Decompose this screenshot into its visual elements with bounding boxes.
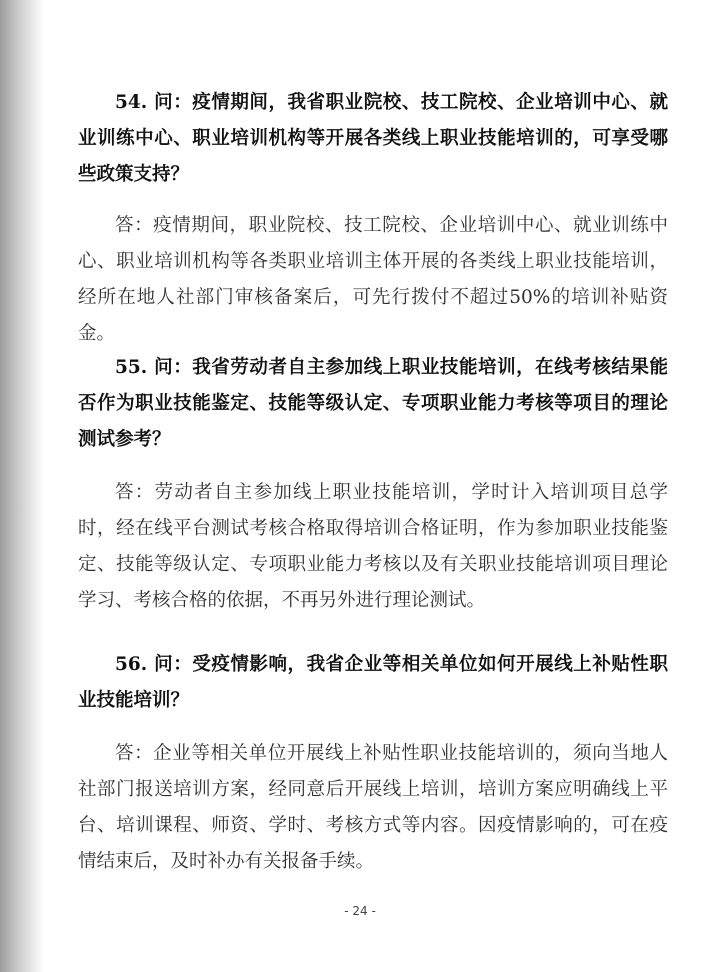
answer-54: 答：疫情期间，职业院校、技工院校、企业培训中心、就业训练中心、职业培训机构等各类职业培训主体开展的各类线上职业技能培训，经所在地人社部门审核备案后，可先行拨付不超过50%的培训补贴资金。	[78, 215, 668, 344]
question-55: 55. 问：我省劳动者自主参加线上职业技能培训，在线考核结果能否作为职业技能鉴定、技能等级认定、专项职业能力考核等项目的理论测试参考？	[78, 357, 668, 450]
question-54: 54. 问：疫情期间，我省职业院校、技工院校、企业培训中心、就业训练中心、职业培训机构等开展各类线上职业技能培训的，可享受哪些政策支持？	[78, 92, 668, 185]
answer-55: 答：劳动者自主参加线上职业技能培训，学时计入培训项目总学时，经在线平台测试考核合格取得培训合格证明，作为参加职业技能鉴定、技能等级认定、专项职业能力考核以及有关职业技能培训项目理论学习、考核合格的依据，不再另外进行理论测试。	[78, 482, 668, 611]
page-number: - 24 -	[344, 904, 376, 918]
answer-56: 答：企业等相关单位开展线上补贴性职业技能培训的，须向当地人社部门报送培训方案，经同意后开展线上培训，培训方案应明确线上平台、培训课程、师资、学时、考核方式等内容。因疫情影响的，可在疫情结束后，及时补办有关报备手续。	[78, 743, 668, 872]
question-56: 56. 问：受疫情影响，我省企业等相关单位如何开展线上补贴性职业技能培训？	[78, 654, 668, 711]
